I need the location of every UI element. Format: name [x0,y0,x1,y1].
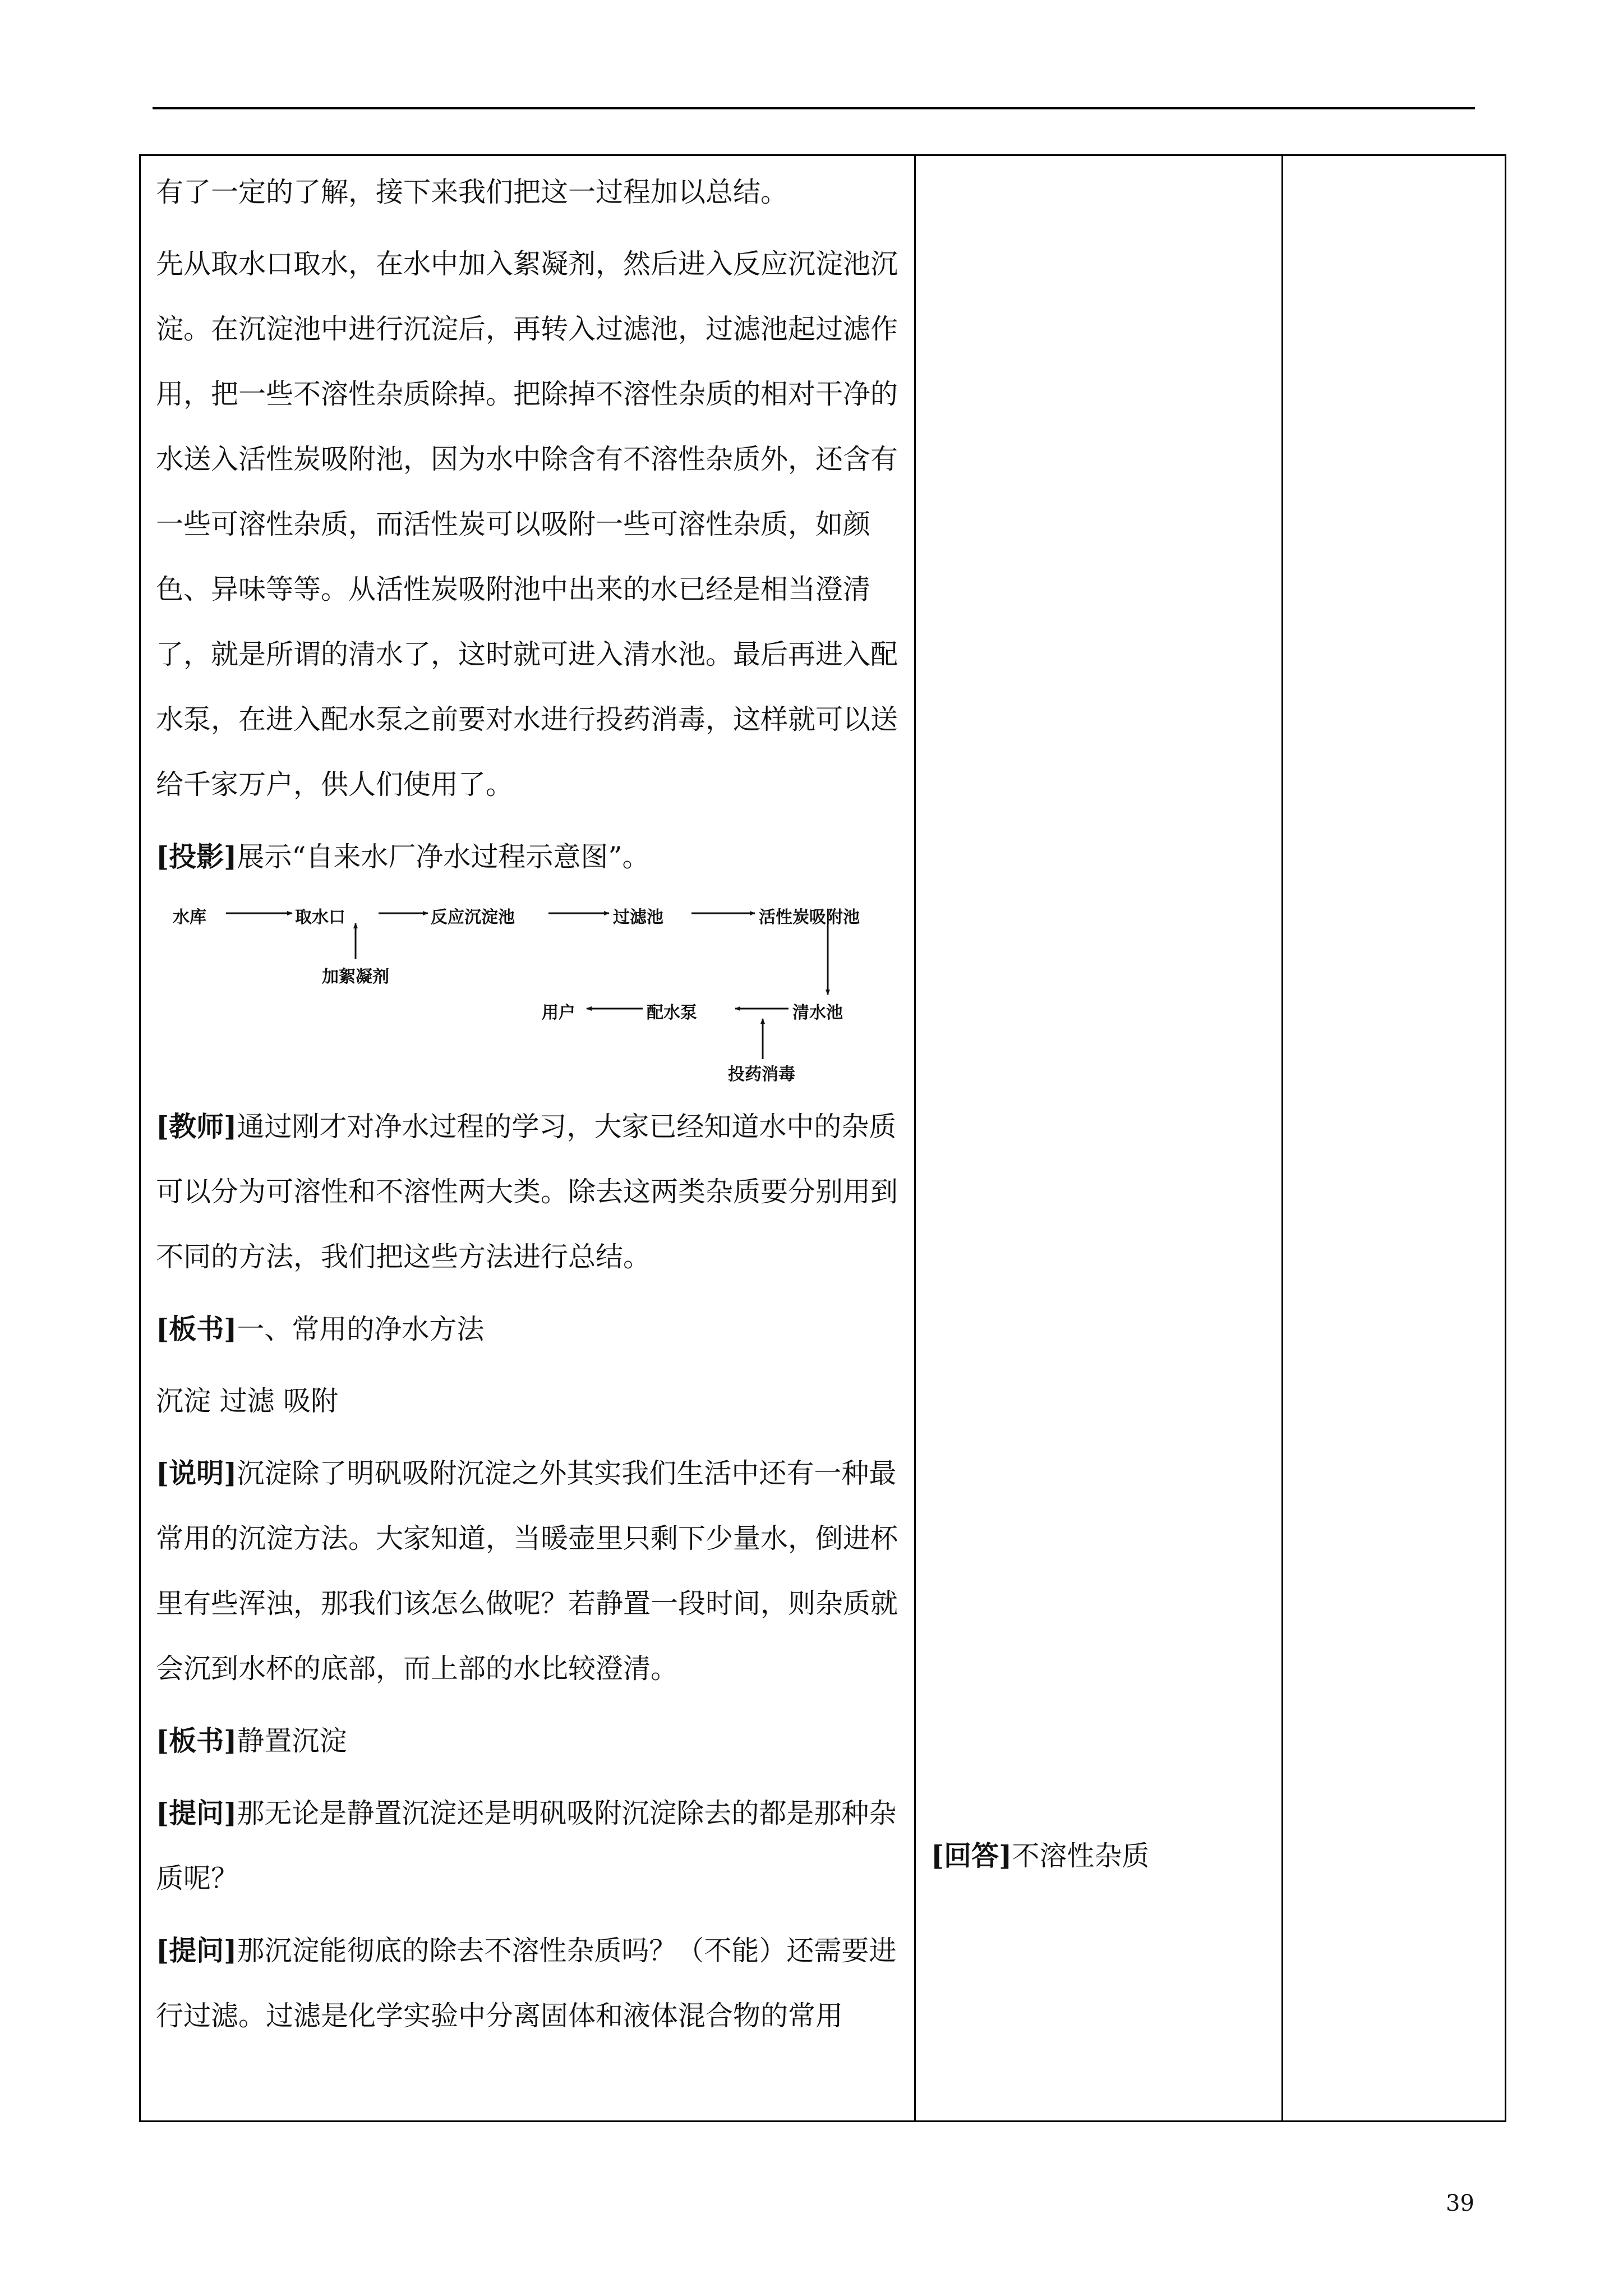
label-clear-tank: 清水池 [792,1003,843,1023]
answer-tag: [回答] [931,1839,1012,1872]
teacher-tag: [教师] [156,1110,237,1143]
label-disinfect: 投药消毒 [728,1065,795,1084]
paragraph-methods-list: 沉淀 过滤 吸附 [156,1385,339,1417]
water-treatment-flow-diagram [156,896,913,1082]
paragraph-board-methods: [板书]一、常用的净水方法 [156,1313,485,1345]
label-users: 用户 [542,1003,575,1023]
paragraph-explanation: [说明]沉淀除了明矾吸附沉淀之外其实我们生活中还有一种最常用的沉淀方法。大家知道，当暖壶里只剩下少量水，倒进杯里有些浑浊，那我们该怎么做呢？若静置一段时间，则杂质就会沉到水杯的底部，而上部的水比较澄清。 [156,1457,898,1685]
column-divider-1 [914,154,916,2122]
header-rule [153,107,1475,109]
paragraph-process-description: 先从取水口取水，在水中加入絮凝剂，然后进入反应沉淀池沉淀。在沉淀池中进行沉淀后，再转入过滤池，过滤池起过滤作用，把一些不溶性杂质除掉。把除掉不溶性杂质的相对干净的水送入活性炭吸附池，因为水中除含有不溶性杂质外，还含有一些可溶性杂质，而活性炭可以吸附一些可溶性杂质，如颜色、异味等等。从活性炭吸附池中出来的水已经是相当澄清了，就是所谓的清水了，这时就可进入清水池。最后再进入配水泵，在进入配水泵之前要对水进行投药消毒，这样就可以送给千家万户，供人们使用了。 [156,248,898,800]
paragraph-summary-intro: 有了一定的了解，接下来我们把这一过程加以总结。 [156,176,789,208]
label-intake: 取水口 [295,908,345,927]
paragraph-question-1: [提问]那无论是静置沉淀还是明矾吸附沉淀除去的都是那种杂质呢？ [156,1797,897,1894]
column-divider-2 [1281,154,1283,2122]
label-reaction-tank: 反应沉淀池 [431,908,515,927]
label-carbon-tank: 活性炭吸附池 [759,908,860,927]
paragraph-board-still: [板书]静置沉淀 [156,1724,347,1757]
paragraph-question-2: [提问]那沉淀能彻底的除去不溶性杂质吗？（不能）还需要进行过滤。过滤是化学实验中分离固体和液体混合物的常用 [156,1934,897,2032]
projection-tag: [投影] [156,840,237,873]
paragraph-teacher: [教师]通过刚才对净水过程的学习，大家已经知道水中的杂质可以分为可溶性和不溶性两大类。除去这两类杂质要分别用到不同的方法，我们把这些方法进行总结。 [156,1110,898,1273]
explanation-tag: [说明] [156,1457,237,1489]
student-answer: [回答]不溶性杂质 [931,1839,1150,1872]
label-coagulant: 加絮凝剂 [322,967,389,987]
paragraph-projection: [投影]展示“自来水厂净水过程示意图”。 [156,840,650,873]
page-number: 39 [1446,2191,1474,2216]
board-tag: [板书] [156,1313,237,1345]
label-pump: 配水泵 [647,1003,697,1023]
question-tag-2: [提问] [156,1934,237,1967]
board-tag-2: [板书] [156,1724,237,1757]
question-tag-1: [提问] [156,1797,237,1829]
label-filter-tank: 过滤池 [613,908,663,927]
teaching-content-column [156,160,913,2055]
label-reservoir: 水库 [173,908,206,927]
